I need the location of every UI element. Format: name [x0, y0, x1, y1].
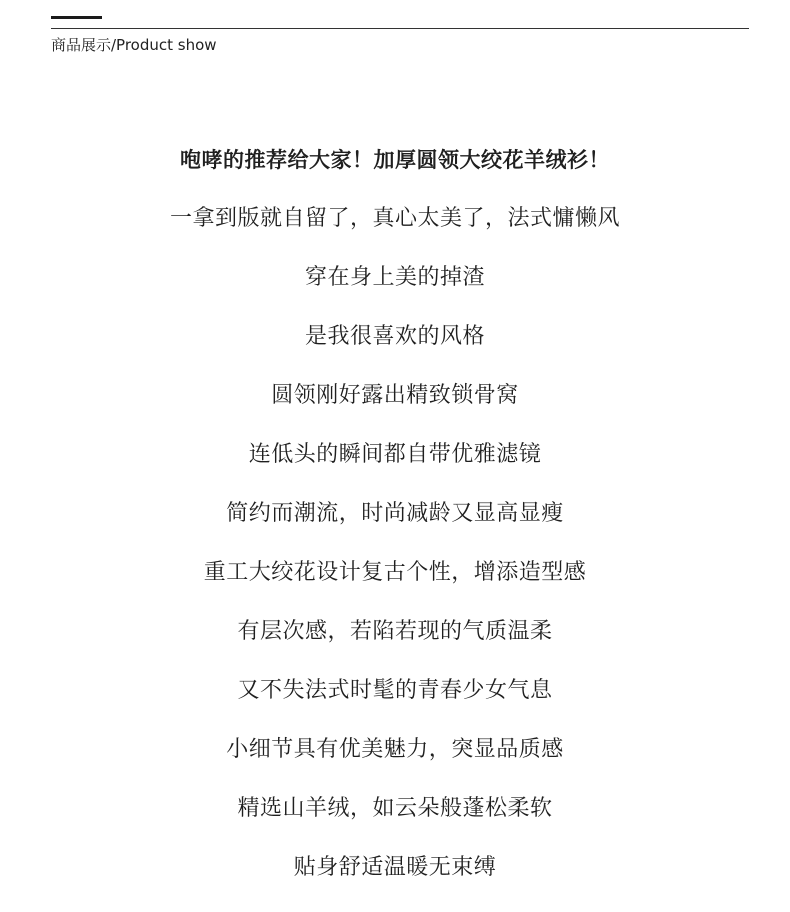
header-divider [51, 28, 749, 29]
description-line: 重工大绞花设计复古个性，增添造型感 [203, 560, 587, 585]
description-line: 穿在身上美的掉渣 [304, 265, 485, 290]
product-description [0, 135, 790, 902]
description-line: 小细节具有优美魅力，突显品质感 [226, 737, 564, 762]
description-line: 有层次感，若陷若现的气质温柔 [237, 619, 553, 644]
description-line: 精选山羊绒，如云朵般蓬松柔软 [237, 796, 553, 821]
description-line: 是我很喜欢的风格 [304, 324, 485, 349]
description-line: 圆领刚好露出精致锁骨窝 [271, 383, 519, 408]
section-title: 商品展示/Product show [51, 36, 217, 54]
description-line: 贴身舒适温暖无束缚 [293, 855, 497, 880]
header-accent-bar [51, 16, 102, 19]
description-headline: 咆哮的推荐给大家！加厚圆领大绞花羊绒衫！ [180, 148, 610, 172]
description-line: 连低头的瞬间都自带优雅滤镜 [248, 442, 542, 467]
description-line: 简约而潮流，时尚减龄又显高显瘦 [226, 501, 564, 526]
description-line: 一拿到版就自留了，真心太美了，法式慵懒风 [169, 206, 620, 231]
description-line: 又不失法式时髦的青春少女气息 [237, 678, 553, 703]
